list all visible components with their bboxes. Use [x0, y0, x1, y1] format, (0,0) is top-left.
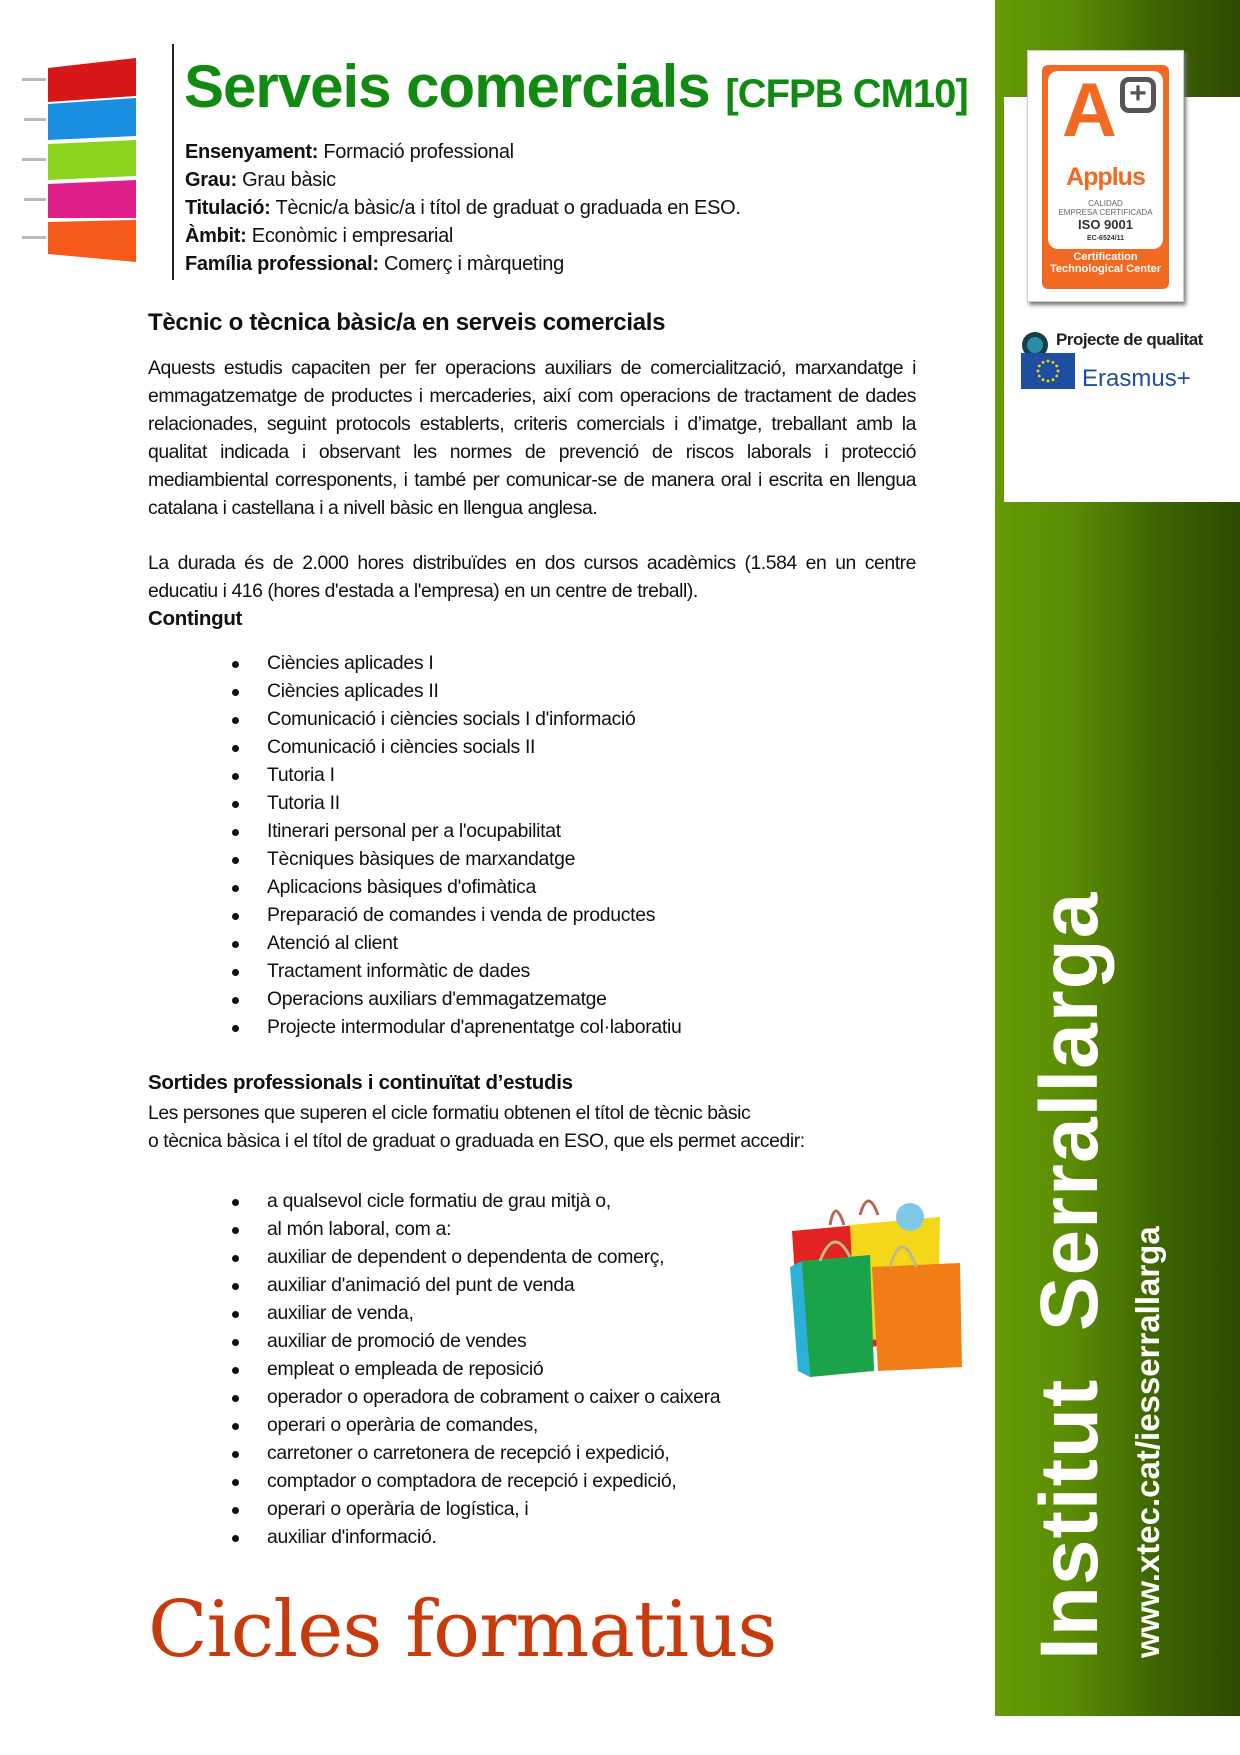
description-paragraph: Aquests estudis capaciten per fer operacions auxiliars de comercialització, marxandatge i emmagatzematge de productes i mercaderies, així com operacions de tractament de dades relacionades, seguint protocols establerts, criteris comercials i d’imatge, treballant amb la qualitat indicada i observant les normes de prevenció de riscos laborals i protecció mediambiental corresponents, i també per comunicar-se de manera oral i escrita en llengua catalana i castellana i a nivell bàsic en llengua anglesa.: [148, 357, 916, 519]
list-item: Preparació de comandes i venda de productes: [230, 901, 681, 929]
course-code: [CFPB CM10]: [725, 72, 968, 116]
list-item: Atenció al client: [230, 929, 681, 957]
list-item: auxiliar de dependent o dependenta de comerç,: [230, 1243, 720, 1271]
erasmus-logo-text: Erasmus+: [1082, 365, 1191, 392]
list-item: operador o operadora de cobrament o caixer o caixera: [230, 1383, 720, 1411]
applus-a-icon: A: [1062, 68, 1117, 153]
list-item: auxiliar d'animació del punt de venda: [230, 1271, 720, 1299]
list-item: a qualsevol cicle formatiu de grau mitjà o,: [230, 1187, 720, 1215]
list-item: al món laboral, com a:: [230, 1215, 720, 1243]
list-item: Ciències aplicades II: [230, 677, 681, 705]
sortides-list: [230, 1187, 720, 1551]
list-item: auxiliar d'informació.: [230, 1523, 720, 1551]
info-ensenyament: Ensenyament: Formació professional: [185, 141, 514, 163]
header-divider: [172, 44, 174, 280]
applus-certification-logo: A + Applus CALIDAD EMPRESA CERTIFICADA ISO 9001 EC-6524/11 Certification Technological Center: [1027, 50, 1184, 302]
list-item: Tutoria I: [230, 761, 681, 789]
shopping-bags-image: [790, 1195, 962, 1377]
section-subtitle: Tècnic o tècnica bàsic/a en serveis comercials: [148, 309, 666, 336]
contingut-list: [230, 649, 681, 1041]
list-item: Tècniques bàsiques de marxandatge: [230, 845, 681, 873]
sortides-line-1: Les persones que superen el cicle formatiu obtenen el títol de tècnic bàsic: [148, 1102, 751, 1124]
list-item: Tractament informàtic de dades: [230, 957, 681, 985]
institut-name: Institut Serrallarga: [1024, 891, 1115, 1660]
sortides-line-2: o tècnica bàsica i el títol de graduat o graduada en ESO, que els permet accedir:: [148, 1130, 805, 1152]
list-item: operari o operària de logística, i: [230, 1495, 720, 1523]
list-item: Ciències aplicades I: [230, 649, 681, 677]
info-ambit: Àmbit: Econòmic i empresarial: [185, 225, 454, 247]
website-url: www.xtec.cat/iesserrallarga: [1129, 1226, 1166, 1658]
info-grau: Grau: Grau bàsic: [185, 169, 336, 191]
plus-icon: +: [1120, 77, 1156, 113]
list-item: Itinerari personal per a l'ocupabilitat: [230, 817, 681, 845]
projecte-qualitat-label: Projecte de qualitat: [1056, 330, 1203, 349]
list-item: auxiliar de venda,: [230, 1299, 720, 1327]
list-item: Tutoria II: [230, 789, 681, 817]
eu-flag-icon: [1021, 353, 1075, 389]
info-titulacio: Titulació: Tècnic/a bàsic/a i títol de graduat o graduada en ESO.: [185, 197, 741, 219]
sortides-heading: Sortides professionals i continuïtat d’estudis: [148, 1071, 573, 1094]
duration-paragraph: La durada és de 2.000 hores distribuïdes en dos cursos acadèmics (1.584 en un centre educatiu i 416 (hores d'estada a l'empresa) en un centre de treball).: [148, 552, 916, 602]
list-item: Projecte intermodular d'aprenentatge col·laboratiu: [230, 1013, 681, 1041]
list-item: operari o operària de comandes,: [230, 1411, 720, 1439]
list-item: comptador o comptadora de recepció i expedició,: [230, 1467, 720, 1495]
list-item: Comunicació i ciències socials I d'informació: [230, 705, 681, 733]
list-item: auxiliar de promoció de vendes: [230, 1327, 720, 1355]
page-title: Serveis comercials [CFPB CM10]: [184, 53, 968, 120]
list-item: Comunicació i ciències socials II: [230, 733, 681, 761]
list-item: Operacions auxiliars d'emmagatzematge: [230, 985, 681, 1013]
books-image: [18, 58, 156, 266]
list-item: empleat o empleada de reposició: [230, 1355, 720, 1383]
list-item: carretoner o carretonera de recepció i expedició,: [230, 1439, 720, 1467]
contingut-heading: Contingut: [148, 607, 243, 630]
footer-title: Cicles formatius: [148, 1585, 777, 1675]
list-item: Aplicacions bàsiques d'ofimàtica: [230, 873, 681, 901]
info-familia: Família professional: Comerç i màrqueting: [185, 253, 564, 275]
